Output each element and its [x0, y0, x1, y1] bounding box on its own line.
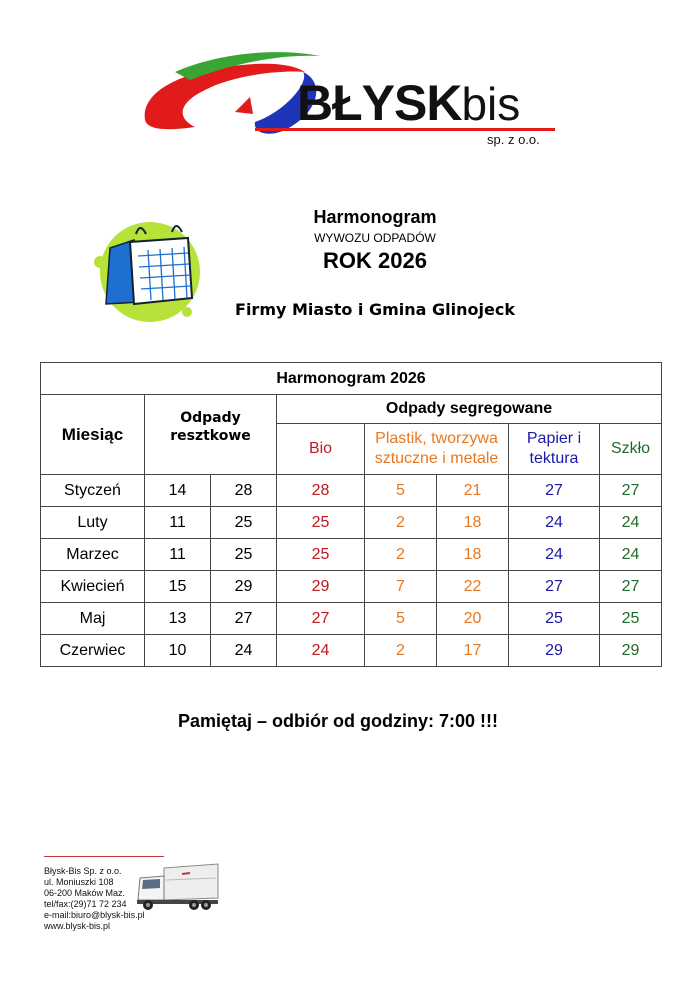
table-title: Harmonogram 2026 — [41, 363, 662, 395]
paper-day: 24 — [509, 539, 600, 571]
plastic-day-1: 5 — [365, 603, 437, 635]
schedule-title: Harmonogram — [313, 207, 437, 227]
plastic-day-1: 2 — [365, 507, 437, 539]
plastic-day-1: 2 — [365, 539, 437, 571]
logo-subtitle: sp. z o.o. — [487, 132, 540, 147]
table-row — [41, 571, 662, 603]
residual-day-2: 24 — [211, 635, 277, 667]
month-header: Miesiąc — [41, 395, 145, 475]
table-row — [41, 603, 662, 635]
bio-day: 29 — [277, 571, 365, 603]
residual-day-1: 14 — [145, 475, 211, 507]
bio-day: 24 — [277, 635, 365, 667]
footer-company: Błysk-Bis Sp. z o.o. — [44, 866, 122, 876]
paper-day: 29 — [509, 635, 600, 667]
footer-email: e-mail:biuro@blysk-bis.pl — [44, 910, 145, 920]
paper-day: 25 — [509, 603, 600, 635]
schedule-subtitle: WYWOZU ODPADÓW — [314, 231, 436, 245]
plastic-day-2: 17 — [437, 635, 509, 667]
month-cell: Czerwiec — [41, 635, 145, 667]
footer-website: www.blysk-bis.pl — [44, 921, 111, 931]
table-row — [41, 635, 662, 667]
glass-day: 25 — [600, 603, 662, 635]
garbage-truck-icon — [134, 860, 220, 912]
pickup-time-reminder: Pamiętaj – odbiór od godziny: 7:00 !!! — [177, 711, 499, 731]
bio-header: Bio — [277, 424, 365, 475]
glass-day: 27 — [600, 475, 662, 507]
glass-day: 24 — [600, 539, 662, 571]
residual-day-1: 13 — [145, 603, 211, 635]
logo-main-text: BŁYSK — [297, 75, 462, 131]
logo-suffix-text: bis — [461, 78, 521, 130]
plastic-day-1: 2 — [365, 635, 437, 667]
residual-day-1: 11 — [145, 507, 211, 539]
bio-day: 27 — [277, 603, 365, 635]
plastic-day-2: 20 — [437, 603, 509, 635]
residual-day-1: 11 — [145, 539, 211, 571]
footer-street: ul. Moniuszki 108 — [44, 877, 114, 887]
month-cell: Maj — [41, 603, 145, 635]
plastic-day-2: 22 — [437, 571, 509, 603]
table-row — [41, 507, 662, 539]
month-cell: Marzec — [41, 539, 145, 571]
month-cell: Kwiecień — [41, 571, 145, 603]
plastic-day-1: 7 — [365, 571, 437, 603]
plastic-day-2: 18 — [437, 539, 509, 571]
residual-header: Odpady resztkowe — [145, 395, 277, 475]
residual-day-2: 28 — [211, 475, 277, 507]
schedule-year: ROK 2026 — [323, 248, 427, 273]
table-row — [41, 539, 662, 571]
schedule-table — [40, 362, 662, 667]
bio-day: 28 — [277, 475, 365, 507]
residual-day-2: 29 — [211, 571, 277, 603]
footer-city: 06-200 Maków Maz. — [44, 888, 126, 898]
glass-day: 27 — [600, 571, 662, 603]
glass-day: 29 — [600, 635, 662, 667]
glass-header: Szkło — [600, 424, 662, 475]
segregated-header: Odpady segregowane — [277, 395, 662, 424]
plastic-day-2: 21 — [437, 475, 509, 507]
paper-day: 27 — [509, 571, 600, 603]
plastic-day-2: 18 — [437, 507, 509, 539]
company-logo — [135, 42, 565, 162]
month-cell: Styczeń — [41, 475, 145, 507]
bio-day: 25 — [277, 507, 365, 539]
residual-day-2: 27 — [211, 603, 277, 635]
bio-day: 25 — [277, 539, 365, 571]
residual-day-1: 10 — [145, 635, 211, 667]
residual-day-2: 25 — [211, 539, 277, 571]
month-cell: Luty — [41, 507, 145, 539]
plastic-day-1: 5 — [365, 475, 437, 507]
paper-day: 24 — [509, 507, 600, 539]
firm-name: Firmy Miasto i Gmina Glinojeck — [235, 300, 515, 319]
company-footer — [44, 856, 234, 936]
footer-phone: tel/fax:(29)71 72 234 — [44, 899, 127, 909]
footer-divider — [44, 856, 164, 857]
table-row — [41, 475, 662, 507]
glass-day: 24 — [600, 507, 662, 539]
calendar-icon — [92, 212, 204, 324]
residual-day-2: 25 — [211, 507, 277, 539]
paper-header: Papier i tektura — [509, 424, 600, 475]
plastic-header: Plastik, tworzywa sztuczne i metale — [365, 424, 509, 475]
paper-day: 27 — [509, 475, 600, 507]
residual-day-1: 15 — [145, 571, 211, 603]
